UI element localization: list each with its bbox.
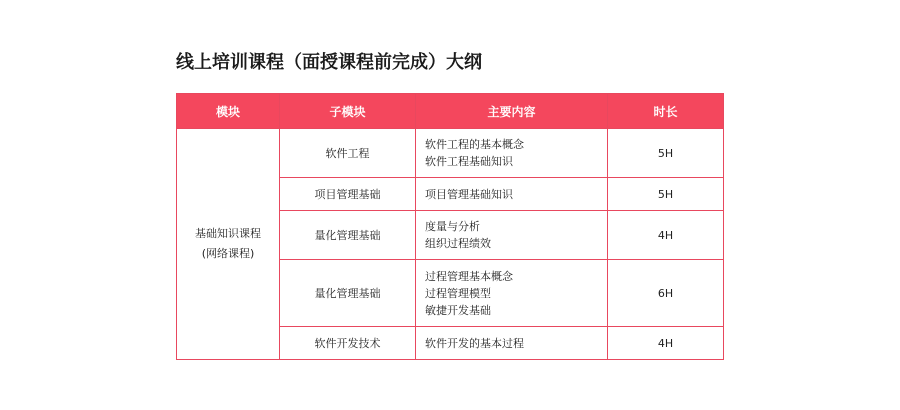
table-row bbox=[177, 129, 724, 178]
content-cell bbox=[416, 129, 608, 178]
syllabus-table bbox=[176, 93, 724, 360]
submodule-cell: 项目管理基础 bbox=[280, 178, 416, 211]
header-submodule: 子模块 bbox=[280, 94, 416, 129]
duration-cell: 6H bbox=[608, 260, 724, 327]
duration-cell: 4H bbox=[608, 327, 724, 360]
header-module: 模块 bbox=[177, 94, 280, 129]
content-line: 敏捷开发基础 bbox=[425, 303, 491, 317]
content-line: 过程管理基本概念 bbox=[425, 269, 513, 283]
content-cell bbox=[416, 260, 608, 327]
duration-cell: 4H bbox=[608, 211, 724, 260]
content-line: 项目管理基础知识 bbox=[425, 187, 513, 201]
duration-cell: 5H bbox=[608, 129, 724, 178]
submodule-cell: 量化管理基础 bbox=[280, 260, 416, 327]
content-line: 软件工程基础知识 bbox=[425, 155, 513, 168]
content-cell bbox=[416, 211, 608, 260]
content-cell bbox=[416, 178, 608, 211]
module-name: 基础知识课程 bbox=[195, 227, 261, 240]
header-duration: 时长 bbox=[608, 94, 724, 129]
duration-cell: 5H bbox=[608, 178, 724, 211]
page-title: 线上培训课程（面授课程前完成）大纲 bbox=[176, 52, 482, 73]
content-line: 组织过程绩效 bbox=[425, 237, 491, 250]
content-line: 过程管理模型 bbox=[425, 286, 491, 300]
submodule-cell: 软件工程 bbox=[280, 129, 416, 178]
content-line: 软件工程的基本概念 bbox=[425, 138, 524, 151]
header-content: 主要内容 bbox=[416, 94, 608, 129]
table-header-row bbox=[177, 94, 724, 129]
content-cell bbox=[416, 327, 608, 360]
content-line: 度量与分析 bbox=[425, 220, 480, 233]
submodule-cell: 软件开发技术 bbox=[280, 327, 416, 360]
module-note: (网络课程) bbox=[201, 247, 255, 260]
content-line: 软件开发的基本过程 bbox=[425, 336, 524, 350]
module-cell bbox=[177, 129, 280, 360]
submodule-cell: 量化管理基础 bbox=[280, 211, 416, 260]
